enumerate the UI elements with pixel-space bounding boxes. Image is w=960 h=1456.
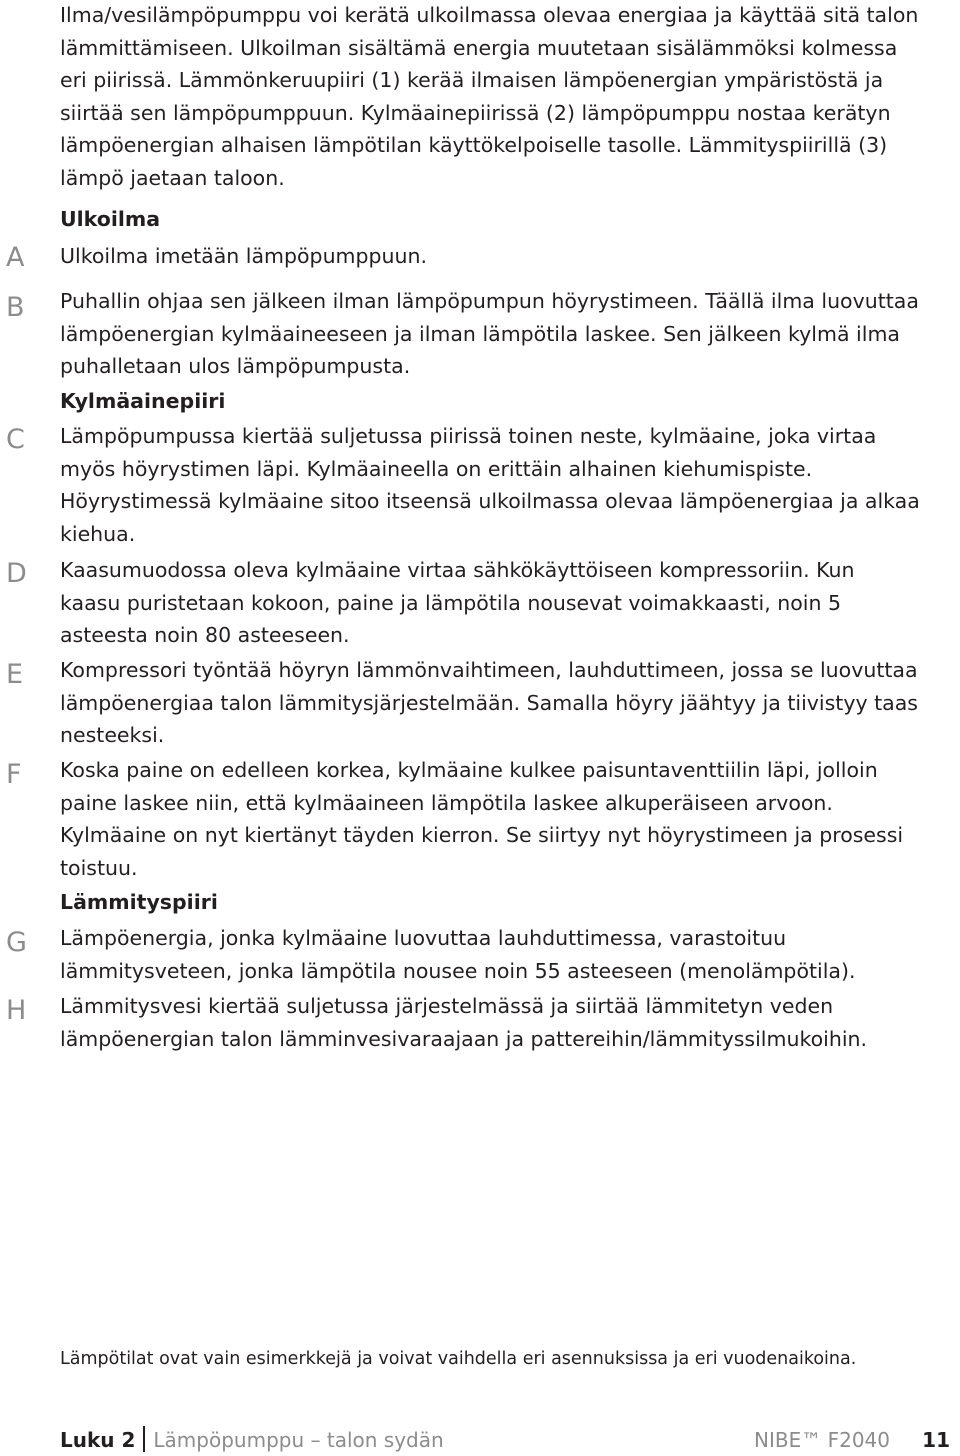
footer-product: NIBE™ F2040 <box>754 1428 890 1452</box>
step-text-b: Puhallin ohjaa sen jälkeen ilman lämpöpumpun höyrystimeen. Täällä ilma luovuttaa lämpöenergian kylmäaineeseen ja ilman lämpötila laskee. Sen jälkeen kylmä ilma puhalletaan ulos lämpöpumpusta. <box>60 289 919 378</box>
step-letter-h: H <box>6 995 27 1026</box>
step-letter-g: G <box>6 927 27 958</box>
step-letter-d: D <box>6 558 27 589</box>
footer-chapter-title: Lämpöpumppu – talon sydän <box>153 1428 444 1452</box>
heading-lammityspiiri: Lämmityspiiri <box>60 890 218 914</box>
step-letter-f: F <box>6 759 22 790</box>
step-text-a: Ulkoilma imetään lämpöpumppuun. <box>60 244 428 268</box>
step-text-d: Kaasumuodossa oleva kylmäaine virtaa sähkökäyttöiseen kompressoriin. Kun kaasu puristetaan kokoon, paine ja lämpötila nousevat voimakkaasti, noin 5 asteesta noin 80 asteeseen. <box>60 558 855 647</box>
page-number: 11 <box>922 1428 950 1452</box>
step-letter-e: E <box>6 659 24 690</box>
step-letter-c: C <box>6 424 25 455</box>
step-text-c: Lämpöpumpussa kiertää suljetussa piirissä toinen neste, kylmäaine, joka virtaa myös höyrystimen läpi. Kylmäaineella on erittäin alhainen kiehumispiste. Höyrystimessä kylmäaine sitoo itseensä ulkoilmassa olevaa lämpöenergiaa ja alkaa kiehua. <box>60 424 920 546</box>
step-text-g: Lämpöenergia, jonka kylmäaine luovuttaa lauhduttimessa, varastoituu lämmitysveteen, jonka lämpötila nousee noin 55 asteeseen (menolämpötila). <box>60 926 856 983</box>
page-footer <box>60 1425 950 1455</box>
heading-ulkoilma: Ulkoilma <box>60 207 161 231</box>
step-text-h: Lämmitysvesi kiertää suljetussa järjestelmässä ja siirtää lämmitetyn veden lämpöenergian talon lämminvesivaraajaan ja pattereihin/lämmityssilmukoihin. <box>60 994 868 1051</box>
step-text-e: Kompressori työntää höyryn lämmönvaihtimeen, lauhduttimeen, jossa se luovuttaa lämpöenergiaa talon lämmitysjärjestelmään. Samalla höyry jäähtyy ja tiivistyy taas nesteeksi. <box>60 658 918 747</box>
footer-separator <box>143 1426 145 1452</box>
step-text-f: Koska paine on edelleen korkea, kylmäaine kulkee paisuntaventtiilin läpi, jolloin paine laskee niin, että kylmäaineen lämpötila laskee alkuperäiseen arvoon. Kylmäaine on nyt kiertänyt täyden kierron. Se siirtyy nyt höyrystimeen ja prosessi toistuu. <box>60 758 904 880</box>
footnote: Lämpötilat ovat vain esimerkkejä ja voivat vaihdella eri asennuksissa ja eri vuodenaikoina. <box>60 1349 857 1369</box>
heading-kylmaainepiiri: Kylmäainepiiri <box>60 389 226 413</box>
intro-paragraph: Ilma/vesilämpöpumppu voi kerätä ulkoilmassa olevaa energiaa ja käyttää sitä talon lämmittämiseen. Ulkoilman sisältämä energia muutetaan sisälämmöksi kolmessa eri piirissä. Lämmönkeruupiiri (1) kerää ilmaisen lämpöenergian ympäristöstä ja siirtää sen lämpöpumppuun. Kylmäainepiirissä (2) lämpöpumppu nostaa kerätyn lämpöenergian alhaisen lämpötilan käyttökelpoiselle tasolle. Lämmityspiirillä (3) lämpö jaetaan taloon. <box>60 3 919 190</box>
step-letter-b: B <box>6 292 25 323</box>
footer-chapter: Luku 2 <box>60 1428 136 1452</box>
step-letter-a: A <box>6 242 25 273</box>
